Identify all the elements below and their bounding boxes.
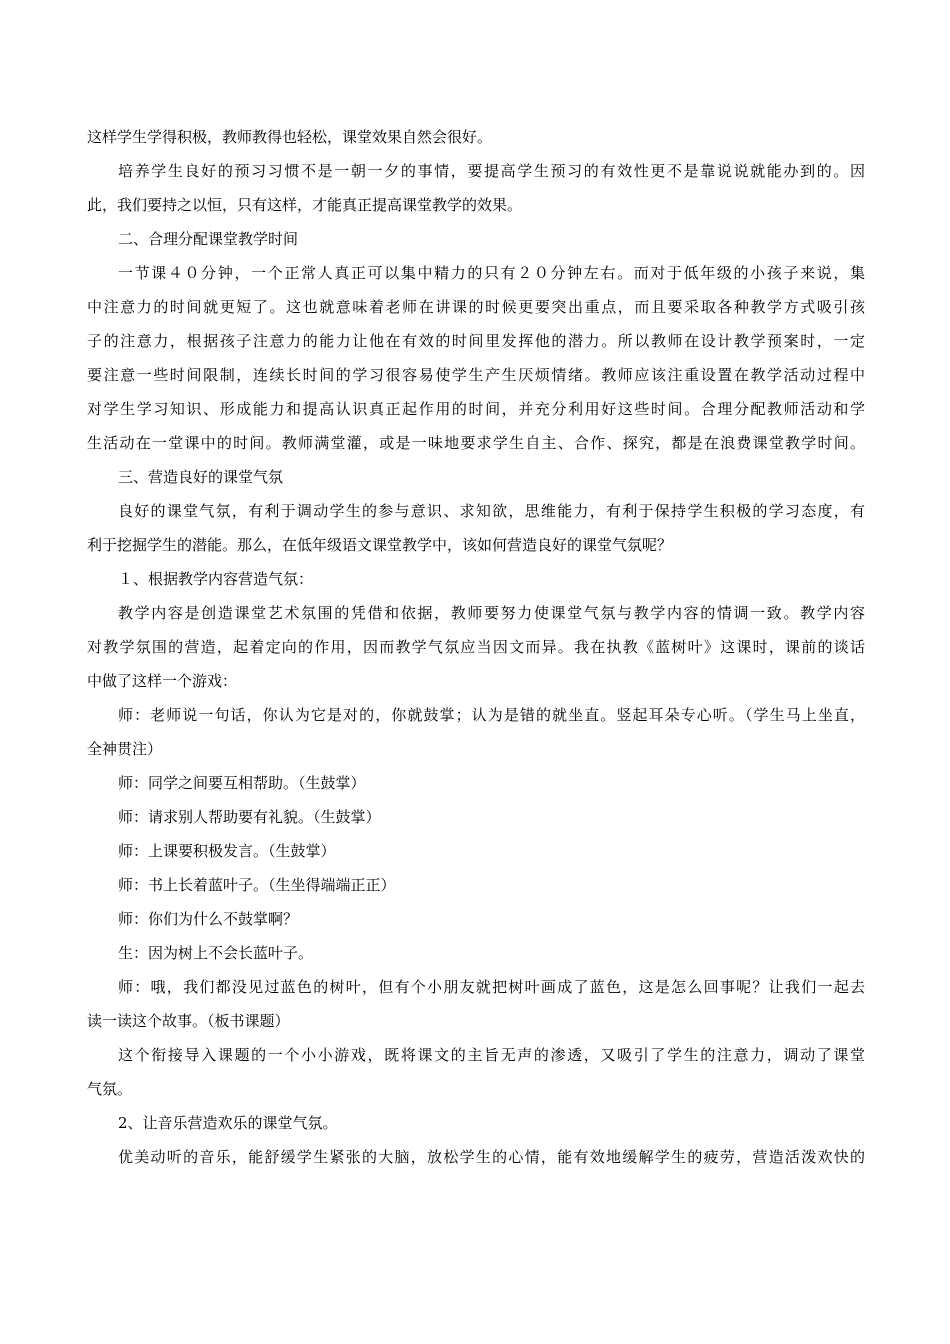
text-line: 全神贯注） bbox=[87, 740, 163, 758]
subsection-heading: 2、让音乐营造欢乐的课堂气氛。 bbox=[118, 1114, 338, 1132]
text-line: 对学生学习知识、形成能力和提高认识真正起作用的时间，并充分利用好这些时间。合理分配教师活动和学 bbox=[87, 400, 865, 418]
dialogue-line: 师：老师说一句话，你认为它是对的，你就鼓掌；认为是错的就坐直。竖起耳朵专心听。（学生马上坐直， bbox=[118, 706, 865, 724]
text-line: 中做了这样一个游戏： bbox=[87, 672, 238, 690]
paragraph-first-line: 一节课４０分钟，一个正常人真正可以集中精力的只有２０分钟左右。而对于低年级的小孩子来说，集 bbox=[118, 264, 865, 282]
paragraph-first-line: 这个衔接导入课题的一个小小游戏，既将课文的主旨无声的渗透，又吸引了学生的注意力，调动了课堂 bbox=[118, 1046, 865, 1064]
paragraph-first-line: 良好的课堂气氛，有利于调动学生的参与意识、求知欲，思维能力，有利于保持学生积极的学习态度，有 bbox=[118, 502, 865, 520]
subsection-heading: １、根据教学内容营造气氛： bbox=[118, 570, 314, 588]
text-line: 生活动在一堂课中的时间。教师满堂灌，或是一味地要求学生自主、合作、探究，都是在浪费课堂教学时间。 bbox=[87, 434, 865, 452]
text-line: 中注意力的时间就更短了。这也就意味着老师在讲课的时候更要突出重点，而且要采取各种教学方式吸引孩 bbox=[87, 298, 865, 316]
section-heading: 二、合理分配课堂教学时间 bbox=[118, 230, 299, 248]
paragraph-first-line: 教学内容是创造课堂艺术氛围的凭借和依据，教师要努力使课堂气氛与教学内容的情调一致。教学内容 bbox=[118, 604, 865, 622]
dialogue-line: 师：同学之间要互相帮助。（生鼓掌） bbox=[118, 774, 366, 792]
text-line: 读一读这个故事。（板书课题） bbox=[87, 1012, 290, 1030]
text-line: 子的注意力，根据孩子注意力的能力让他在有效的时间里发挥他的潜力。所以教师在设计教学预案时，一定 bbox=[87, 332, 865, 350]
document-body bbox=[87, 120, 865, 1174]
paragraph-first-line: 优美动听的音乐，能舒缓学生紧张的大脑，放松学生的心情，能有效地缓解学生的疲劳，营造活泼欢快的 bbox=[118, 1148, 865, 1166]
dialogue-line: 师：哦，我们都没见过蓝色的树叶，但有个小朋友就把树叶画成了蓝色，这是怎么回事呢？让我们一起去 bbox=[118, 978, 865, 996]
text-line: 此，我们要持之以恒，只有这样，才能真正提高课堂教学的效果。 bbox=[87, 196, 523, 214]
text-line: 利于挖掘学生的潜能。那么，在低年级语文课堂教学中，该如何营造良好的课堂气氛呢？ bbox=[87, 536, 673, 554]
paragraph-first-line: 培养学生良好的预习习惯不是一朝一夕的事情，要提高学生预习的有效性更不是靠说说就能办到的。因 bbox=[118, 162, 865, 180]
dialogue-line: 师：请求别人帮助要有礼貌。（生鼓掌） bbox=[118, 808, 381, 826]
dialogue-line: 师：你们为什么不鼓掌啊？ bbox=[118, 910, 299, 928]
dialogue-line: 师：上课要积极发言。（生鼓掌） bbox=[118, 842, 336, 860]
dialogue-line: 师：书上长着蓝叶子。（生坐得端端正正） bbox=[118, 876, 396, 894]
text-line: 要注意一些时间限制，连续长时间的学习很容易使学生产生厌烦情绪。教师应该注重设置在教学活动过程中 bbox=[87, 366, 865, 384]
text-line: 对教学氛围的营造，起着定向的作用，因而教学气氛应当因文而异。我在执教《蓝树叶》这课时，课前的谈话 bbox=[87, 638, 865, 656]
text-line: 这样学生学得积极，教师教得也轻松，课堂效果自然会很好。 bbox=[87, 128, 493, 146]
section-heading: 三、营造良好的课堂气氛 bbox=[118, 468, 284, 486]
dialogue-line: 生：因为树上不会长蓝叶子。 bbox=[118, 944, 314, 962]
text-line: 气氛。 bbox=[87, 1080, 133, 1098]
